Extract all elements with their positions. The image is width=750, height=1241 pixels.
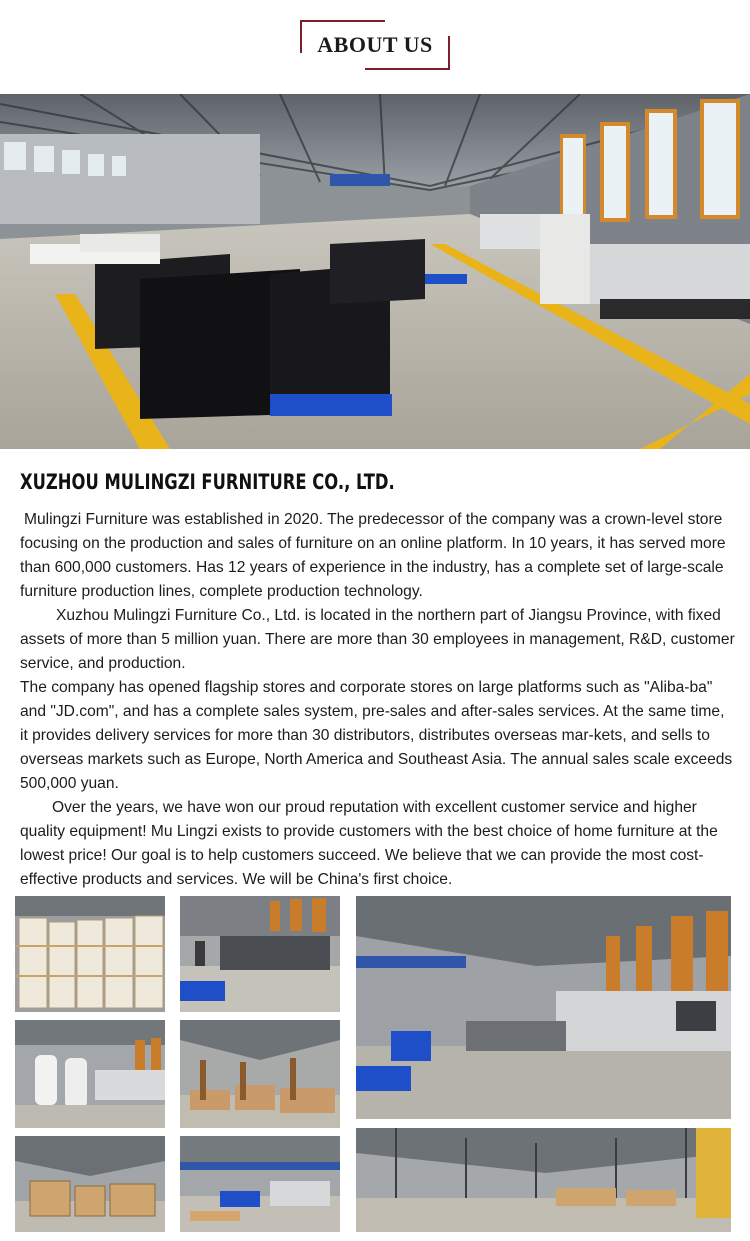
photo-lumber-area — [180, 1020, 340, 1128]
paragraph: The company has opened flagship stores and corporate stores on large platforms such as "Aliba-ba" and "JD.com", and has a complete sales system, pre-sales and after-sales services. At the same time, it provides delivery services for more than 30 distributors, distributes overseas mar-kets, and sells to overseas markets such as Europe, North America and Southeast Asia. The annual sales scale exceeds 500,000 yuan. — [20, 679, 733, 792]
page-title: ABOUT US — [317, 32, 433, 57]
about-text — [20, 508, 735, 892]
paragraph: Mulingzi Furniture was established in 2020. The predecessor of the company was a crown-level store focusing on the production and sales of furniture on an online platform. In 10 years, it has served more than 600,000 customers. Has 12 years of experience in the industry, has a complete set of large-scale furniture production lines, complete production technology. — [20, 511, 726, 600]
photo-pallet-area — [180, 1136, 340, 1232]
photo-hall-overview — [356, 1128, 731, 1232]
frame-line-bottom — [365, 68, 450, 70]
factory-hero-image — [0, 94, 750, 449]
section-heading — [300, 20, 450, 70]
frame-line-top — [300, 20, 385, 22]
photo-workshop-machines — [180, 896, 340, 1012]
photo-packed-goods — [15, 1136, 165, 1232]
photo-edge-banding-line — [356, 896, 731, 1119]
paragraph: Xuzhou Mulingzi Furniture Co., Ltd. is located in the northern part of Jiangsu Province, with fixed assets of more than 5 million yuan. There are more than 30 employees in management, R&D, customer service, and production. — [20, 607, 735, 672]
photo-stacked-boards — [15, 896, 165, 1012]
photo-dust-collectors — [15, 1020, 165, 1128]
paragraph: Over the years, we have won our proud reputation with excellent customer service and higher quality equipment! Mu Lingzi exists to provide customers with the best choice of home furniture at the lowest price! Our goal is to help customers succeed. We believe that we can provide the most cost-effective products and services. We will be China's first choice. — [20, 799, 718, 888]
company-name: XUZHOU MULINGZI FURNITURE CO., LTD. — [20, 470, 395, 494]
